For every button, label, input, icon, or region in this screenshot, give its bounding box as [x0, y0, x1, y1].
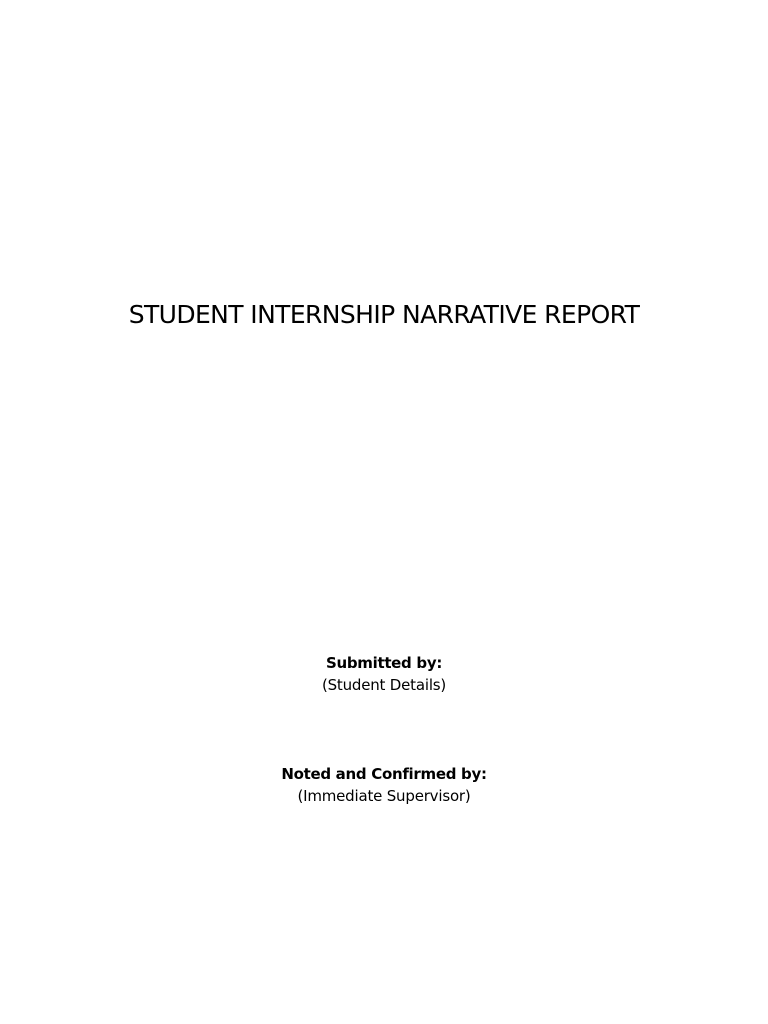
noted-confirmed-heading: Noted and Confirmed by: [281, 765, 487, 783]
immediate-supervisor-text: (Immediate Supervisor) [297, 787, 471, 805]
noted-confirmed-section [0, 763, 768, 807]
student-details-text: (Student Details) [321, 676, 447, 694]
document-title: STUDENT INTERNSHIP NARRATIVE REPORT [128, 300, 640, 329]
submitted-by-section [0, 652, 768, 696]
submitted-by-heading: Submitted by: [325, 654, 443, 672]
